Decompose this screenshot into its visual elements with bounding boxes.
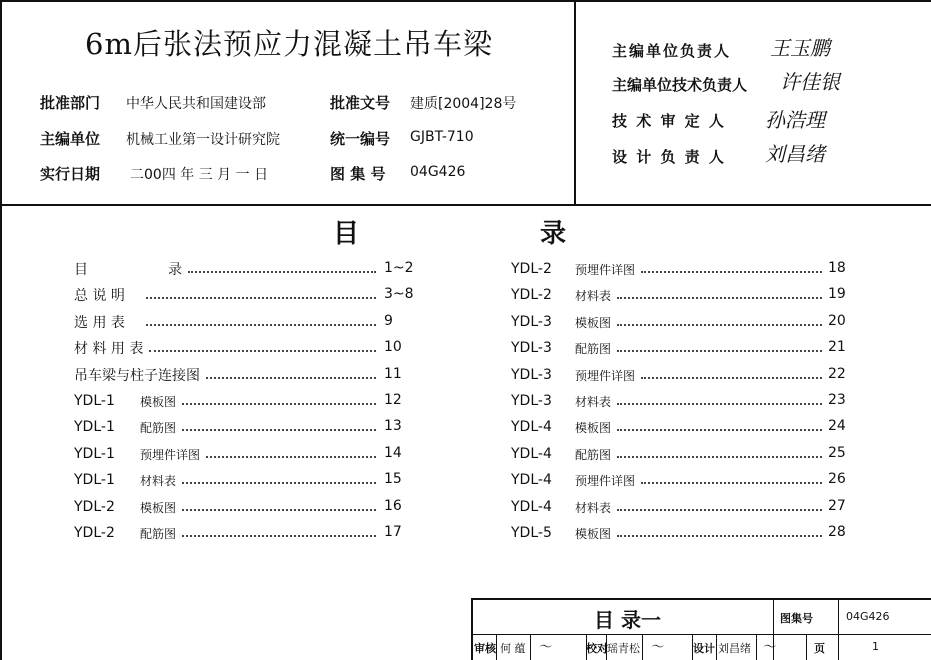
sig-label-reviewer: 技 术 审 定 人: [612, 112, 726, 130]
header-divider: [0, 204, 931, 206]
toc-entry-page: 20: [828, 313, 846, 329]
toc-entry-page: 16: [384, 498, 402, 514]
toc-leader-dots: [206, 456, 376, 458]
toc-entry-page: 15: [384, 471, 402, 487]
toc-entry[interactable]: [511, 365, 635, 385]
field-label-unified-no: 统一编号: [330, 130, 391, 148]
toc-leader-dots: [149, 350, 376, 352]
field-label-atlas-no: 图 集 号: [330, 165, 386, 183]
toc-leader-dots: [617, 297, 822, 299]
toc-entry[interactable]: [511, 259, 635, 279]
toc-entry[interactable]: [74, 285, 140, 305]
toc-entry-code: YDL-4: [511, 419, 552, 435]
toc-leader-dots: [182, 429, 376, 431]
toc-entry[interactable]: [511, 497, 611, 517]
toc-entry-name: 录: [168, 262, 182, 278]
check-name: 瑶青松: [607, 642, 640, 655]
tb-left-line: [471, 598, 473, 660]
toc-entry-name: 材料表: [575, 500, 612, 515]
toc-entry-code: YDL-4: [511, 499, 552, 515]
toc-leader-dots: [182, 535, 376, 537]
toc-entry-code: YDL-2: [511, 261, 552, 277]
toc-entry[interactable]: [511, 523, 611, 543]
toc-entry[interactable]: [511, 417, 611, 437]
toc-entry-name: 材料表: [575, 288, 612, 303]
toc-entry-page: 27: [828, 498, 846, 514]
tb-mid-line: [471, 634, 931, 635]
tb-top-line: [471, 598, 931, 600]
toc-entry-page: 18: [828, 260, 846, 276]
field-value-approval-no: 建质[2004]28号: [410, 96, 517, 112]
toc-entry-code: YDL-3: [511, 340, 552, 356]
toc-entry-name: 配筋图: [140, 420, 177, 435]
design-signature: 〜: [762, 640, 776, 655]
header-vertical-divider: [574, 0, 576, 205]
signature-chief-leader: 王玉鹏: [770, 36, 830, 60]
signature-tech-leader: 许佳银: [780, 70, 840, 94]
frame-top: [0, 0, 931, 2]
toc-entry-page: 21: [828, 339, 846, 355]
page-label: 页: [814, 642, 825, 655]
frame-left: [0, 0, 2, 660]
sig-label-designer: 设 计 负 责 人: [612, 148, 726, 166]
toc-leader-dots: [617, 456, 822, 458]
toc-entry-name: 模板图: [575, 526, 612, 541]
toc-entry-page: 22: [828, 366, 846, 382]
toc-leader-dots: [641, 482, 822, 484]
toc-entry-page: 9: [384, 313, 393, 329]
page-number: 1: [872, 640, 879, 653]
field-value-chief-unit: 机械工业第一设计研究院: [126, 132, 280, 148]
toc-leader-dots: [617, 535, 822, 537]
sheet-title: 目 录一: [594, 608, 661, 632]
atlas-number-label: 图集号: [780, 612, 813, 625]
toc-entry-code: 目: [74, 262, 88, 278]
toc-entry-page: 14: [384, 445, 402, 461]
toc-entry[interactable]: [511, 285, 611, 305]
toc-entry-page: 24: [828, 418, 846, 434]
toc-entry-page: 19: [828, 286, 846, 302]
toc-entry[interactable]: [74, 338, 143, 358]
design-label: 设计: [693, 642, 715, 655]
toc-entry-page: 28: [828, 524, 846, 540]
toc-leader-dots: [617, 324, 822, 326]
toc-entry-code: YDL-2: [74, 499, 115, 515]
toc-leader-dots: [182, 482, 376, 484]
review-label: 审核: [474, 642, 496, 655]
sig-label-tech-leader: 主编单位技术负责人: [612, 76, 748, 94]
toc-entry-code: YDL-1: [74, 472, 115, 488]
toc-leader-dots: [617, 403, 822, 405]
toc-entry[interactable]: [74, 417, 176, 437]
toc-leader-dots: [206, 377, 376, 379]
toc-entry-name: 模板图: [575, 315, 612, 330]
toc-entry-name: 材料表: [575, 394, 612, 409]
tb-cell-div-h: [756, 634, 757, 660]
field-value-atlas-no: 04G426: [410, 164, 466, 180]
field-value-effective-date: 二00四 年 三 月 一 日: [130, 167, 269, 183]
toc-entry-code: YDL-3: [511, 367, 552, 383]
field-value-approver: 中华人民共和国建设部: [126, 96, 266, 112]
review-signature: 〜: [538, 640, 552, 655]
toc-entry[interactable]: [74, 523, 176, 543]
toc-entry-code: YDL-2: [511, 287, 552, 303]
toc-entry-code: YDL-3: [511, 393, 552, 409]
toc-heading-left: 目: [333, 219, 360, 249]
review-name: 何 蕴: [500, 642, 526, 655]
toc-entry-name: 材料表: [140, 473, 177, 488]
toc-leader-dots: [617, 429, 822, 431]
toc-entry-page: 17: [384, 524, 402, 540]
toc-leader-dots: [182, 403, 376, 405]
toc-leader-dots: [182, 509, 376, 511]
toc-entry-page: 25: [828, 445, 846, 461]
toc-entry-code: 材 料 用 表: [74, 341, 144, 357]
toc-entry[interactable]: [74, 470, 176, 490]
sig-label-chief-leader: 主编单位负责人: [612, 42, 732, 60]
toc-entry-code: 选 用 表: [74, 315, 125, 331]
toc-entry-page: 26: [828, 471, 846, 487]
toc-entry-name: 配筋图: [575, 447, 612, 462]
signature-designer: 刘昌绪: [765, 142, 825, 166]
toc-entry-code: 吊车梁与柱子连接图: [74, 368, 200, 384]
toc-leader-dots: [188, 271, 376, 273]
toc-leader-dots: [146, 324, 376, 326]
document-title: 6m后张法预应力混凝土吊车梁: [85, 27, 493, 61]
check-label: 校对: [586, 642, 608, 655]
toc-entry-code: YDL-4: [511, 472, 552, 488]
toc-entry-code: YDL-5: [511, 525, 552, 541]
toc-entry-name: 预埋件详图: [140, 447, 201, 462]
toc-entry-page: 10: [384, 339, 402, 355]
tb-cell-div-i: [806, 634, 807, 660]
field-label-chief-unit: 主编单位: [40, 130, 101, 148]
toc-entry-name: 预埋件详图: [575, 368, 636, 383]
toc-entry-name: 模板图: [575, 420, 612, 435]
design-name: 刘昌绪: [718, 642, 751, 655]
toc-entry-page: 23: [828, 392, 846, 408]
toc-entry-page: 1~2: [384, 260, 414, 276]
toc-entry[interactable]: [511, 312, 611, 332]
tb-divider-2: [838, 598, 839, 660]
toc-entry-code: YDL-1: [74, 446, 115, 462]
tb-cell-div-b: [530, 634, 531, 660]
toc-entry-code: YDL-1: [74, 393, 115, 409]
toc-entry-page: 12: [384, 392, 402, 408]
field-label-effective-date: 实行日期: [40, 165, 101, 183]
toc-entry[interactable]: [511, 338, 611, 358]
toc-leader-dots: [617, 350, 822, 352]
tb-cell-div-a: [496, 634, 497, 660]
toc-entry-code: YDL-3: [511, 314, 552, 330]
field-value-unified-no: GJBT-710: [410, 129, 474, 145]
check-signature: 〜: [650, 640, 664, 655]
toc-entry[interactable]: [74, 259, 182, 279]
toc-entry-code: YDL-2: [74, 525, 115, 541]
toc-leader-dots: [146, 297, 376, 299]
toc-entry-name: 预埋件详图: [575, 262, 636, 277]
toc-entry-code: YDL-4: [511, 446, 552, 462]
toc-entry[interactable]: [74, 444, 200, 464]
toc-entry-code: 总 说 明: [74, 288, 125, 304]
toc-entry-name: 模板图: [140, 500, 177, 515]
signature-reviewer: 孙浩理: [765, 108, 825, 132]
toc-leader-dots: [641, 271, 822, 273]
atlas-number-value: 04G426: [846, 610, 890, 623]
toc-entry[interactable]: [511, 470, 635, 490]
toc-entry-name: 配筋图: [140, 526, 177, 541]
toc-entry[interactable]: [511, 444, 611, 464]
toc-entry[interactable]: [74, 497, 176, 517]
toc-entry-page: 13: [384, 418, 402, 434]
toc-entry-page: 11: [384, 366, 402, 382]
tb-cell-div-e: [642, 634, 643, 660]
toc-entry-name: 预埋件详图: [575, 473, 636, 488]
toc-leader-dots: [641, 377, 822, 379]
toc-entry-name: 配筋图: [575, 341, 612, 356]
toc-entry-page: 3~8: [384, 286, 414, 302]
toc-entry[interactable]: [74, 391, 176, 411]
toc-entry[interactable]: [511, 391, 611, 411]
toc-entry-name: 模板图: [140, 394, 177, 409]
tb-cell-div-g: [716, 634, 717, 660]
toc-entry[interactable]: [74, 312, 140, 332]
field-label-approval-no: 批准文号: [330, 94, 391, 112]
field-label-approver: 批准部门: [40, 94, 101, 112]
toc-entry[interactable]: [74, 365, 200, 385]
toc-leader-dots: [617, 509, 822, 511]
toc-entry-code: YDL-1: [74, 419, 115, 435]
toc-heading-right: 录: [540, 219, 567, 249]
